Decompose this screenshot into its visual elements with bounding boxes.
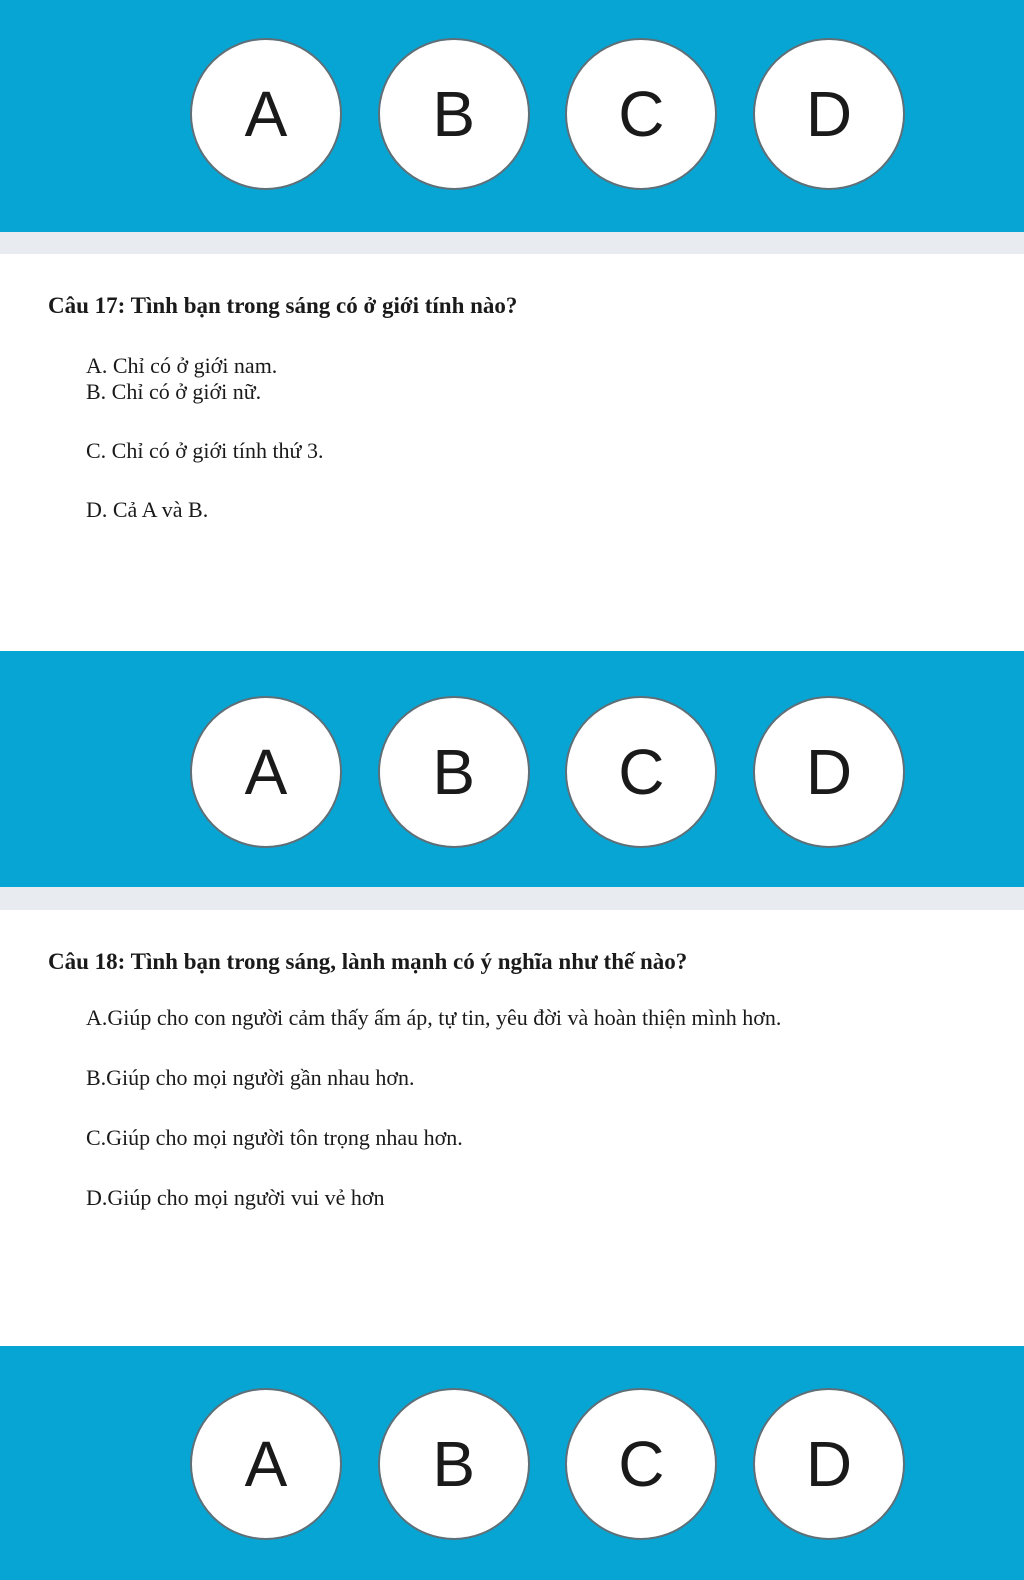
answer-c-button[interactable]: C: [565, 38, 717, 190]
answer-band-3: [0, 1346, 1024, 1580]
divider: [0, 232, 1024, 254]
answer-a-button[interactable]: A: [190, 696, 342, 848]
answer-d-button[interactable]: D: [753, 38, 905, 190]
question-title: Câu 18: Tình bạn trong sáng, lành mạnh có ý nghĩa như thế nào?: [48, 949, 688, 974]
option-a: A.Giúp cho con người cảm thấy ấm áp, tự tin, yêu đời và hoàn thiện mình hơn.: [86, 1005, 782, 1030]
answer-b-button[interactable]: B: [378, 696, 530, 848]
answer-buttons-row: [190, 36, 905, 192]
divider: [0, 887, 1024, 910]
question-18: [48, 946, 1008, 1210]
answer-a-button[interactable]: A: [190, 1388, 342, 1540]
answer-d-button[interactable]: D: [753, 696, 905, 848]
answer-band-1: [0, 0, 1024, 232]
answer-buttons-row: [190, 694, 905, 850]
answer-b-button[interactable]: B: [378, 1388, 530, 1540]
option-d: D.Giúp cho mọi người vui vẻ hơn: [86, 1185, 385, 1210]
question-title: Câu 17: Tình bạn trong sáng có ở giới tính nào?: [48, 293, 518, 318]
answer-band-2: [0, 651, 1024, 887]
answer-a-button[interactable]: A: [190, 38, 342, 190]
option-b: B.Giúp cho mọi người gần nhau hơn.: [86, 1065, 415, 1090]
option-c: C. Chỉ có ở giới tính thứ 3.: [86, 438, 324, 463]
question-17: [48, 290, 1008, 522]
answer-d-button[interactable]: D: [753, 1388, 905, 1540]
answer-b-button[interactable]: B: [378, 38, 530, 190]
option-d: D. Cả A và B.: [86, 497, 209, 522]
option-b: B. Chỉ có ở giới nữ.: [86, 379, 262, 404]
answer-c-button[interactable]: C: [565, 696, 717, 848]
answer-buttons-row: [190, 1386, 905, 1542]
option-a: A. Chỉ có ở giới nam.: [86, 353, 278, 378]
option-c: C.Giúp cho mọi người tôn trọng nhau hơn.: [86, 1125, 463, 1150]
answer-c-button[interactable]: C: [565, 1388, 717, 1540]
